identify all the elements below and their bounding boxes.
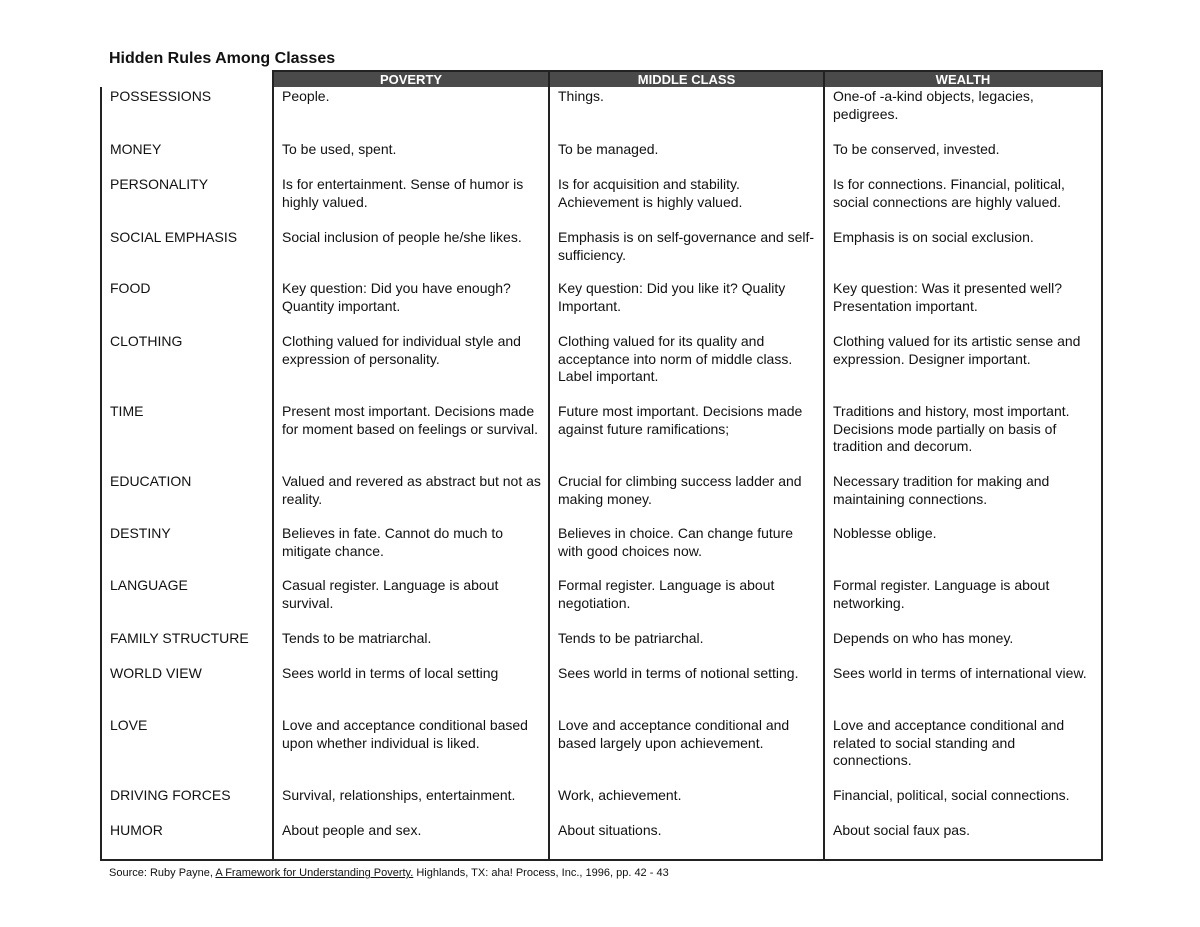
row-label: WORLD VIEW [101, 663, 273, 715]
row-label: FOOD [101, 278, 273, 331]
cell-wealth: Financial, political, social connections. [824, 785, 1102, 820]
table-row [101, 401, 1102, 471]
cell-middle-class: Tends to be patriarchal. [549, 628, 824, 663]
cell-wealth: Clothing valued for its artistic sense and expression. Designer important. [824, 331, 1102, 401]
cell-poverty: About people and sex. [273, 820, 549, 860]
cell-poverty: To be used, spent. [273, 139, 549, 174]
cell-poverty: Clothing valued for individual style and expression of personality. [273, 331, 549, 401]
row-label: FAMILY STRUCTURE [101, 628, 273, 663]
table-row [101, 139, 1102, 174]
cell-poverty: People. [273, 87, 549, 139]
cell-middle-class: Things. [549, 87, 824, 139]
cell-middle-class: Clothing valued for its quality and acceptance into norm of middle class. Label important. [549, 331, 824, 401]
cell-middle-class: Work, achievement. [549, 785, 824, 820]
cell-middle-class: Future most important. Decisions made against future ramifications; [549, 401, 824, 471]
cell-wealth: Necessary tradition for making and maintaining connections. [824, 471, 1102, 523]
cell-wealth: Sees world in terms of international view. [824, 663, 1102, 715]
cell-wealth: Depends on who has money. [824, 628, 1102, 663]
cell-poverty: Tends to be matriarchal. [273, 628, 549, 663]
row-label: TIME [101, 401, 273, 471]
source-suffix: Highlands, TX: aha! Process, Inc., 1996, pp. 42 - 43 [413, 867, 669, 879]
cell-middle-class: Believes in choice. Can change future with good choices now. [549, 523, 824, 575]
row-label: DRIVING FORCES [101, 785, 273, 820]
source-citation [109, 867, 669, 879]
cell-wealth: One-of -a-kind objects, legacies, pedigrees. [824, 87, 1102, 139]
cell-middle-class: Love and acceptance conditional and based largely upon achievement. [549, 715, 824, 785]
cell-poverty: Sees world in terms of local setting [273, 663, 549, 715]
table-row [101, 663, 1102, 715]
row-label: DESTINY [101, 523, 273, 575]
table-body [101, 87, 1102, 860]
header-blank [101, 71, 273, 87]
table-row [101, 174, 1102, 227]
cell-middle-class: About situations. [549, 820, 824, 860]
table-row [101, 523, 1102, 575]
cell-poverty: Love and acceptance conditional based upon whether individual is liked. [273, 715, 549, 785]
row-label: MONEY [101, 139, 273, 174]
cell-middle-class: Sees world in terms of notional setting. [549, 663, 824, 715]
hidden-rules-table [100, 70, 1103, 861]
header-poverty: POVERTY [273, 71, 549, 87]
table-row [101, 227, 1102, 278]
cell-wealth: To be conserved, invested. [824, 139, 1102, 174]
table-row [101, 785, 1102, 820]
cell-poverty: Casual register. Language is about survival. [273, 575, 549, 628]
cell-middle-class: Emphasis is on self-governance and self-sufficiency. [549, 227, 824, 278]
row-label: HUMOR [101, 820, 273, 860]
header-middle-class: MIDDLE CLASS [549, 71, 824, 87]
row-label: SOCIAL EMPHASIS [101, 227, 273, 278]
cell-wealth: Traditions and history, most important. Decisions mode partially on basis of tradition and decorum. [824, 401, 1102, 471]
table-row [101, 331, 1102, 401]
cell-wealth: Noblesse oblige. [824, 523, 1102, 575]
cell-middle-class: Crucial for climbing success ladder and making money. [549, 471, 824, 523]
header-row [101, 71, 1102, 87]
table-row [101, 575, 1102, 628]
table-row [101, 471, 1102, 523]
cell-poverty: Key question: Did you have enough? Quantity important. [273, 278, 549, 331]
table-row [101, 87, 1102, 139]
table-row [101, 820, 1102, 860]
source-book-title: A Framework for Understanding Poverty. [215, 867, 414, 879]
cell-poverty: Is for entertainment. Sense of humor is highly valued. [273, 174, 549, 227]
cell-wealth: Is for connections. Financial, political, social connections are highly valued. [824, 174, 1102, 227]
row-label: LOVE [101, 715, 273, 785]
cell-middle-class: Is for acquisition and stability. Achievement is highly valued. [549, 174, 824, 227]
cell-middle-class: Key question: Did you like it? Quality Important. [549, 278, 824, 331]
row-label: EDUCATION [101, 471, 273, 523]
cell-wealth: Emphasis is on social exclusion. [824, 227, 1102, 278]
row-label: PERSONALITY [101, 174, 273, 227]
header-wealth: WEALTH [824, 71, 1102, 87]
cell-wealth: Key question: Was it presented well? Presentation important. [824, 278, 1102, 331]
cell-poverty: Present most important. Decisions made for moment based on feelings or survival. [273, 401, 549, 471]
cell-wealth: About social faux pas. [824, 820, 1102, 860]
cell-wealth: Formal register. Language is about networking. [824, 575, 1102, 628]
table-row [101, 715, 1102, 785]
cell-poverty: Social inclusion of people he/she likes. [273, 227, 549, 278]
table-row [101, 278, 1102, 331]
cell-middle-class: To be managed. [549, 139, 824, 174]
row-label: CLOTHING [101, 331, 273, 401]
cell-poverty: Believes in fate. Cannot do much to mitigate chance. [273, 523, 549, 575]
table-row [101, 628, 1102, 663]
cell-poverty: Survival, relationships, entertainment. [273, 785, 549, 820]
cell-middle-class: Formal register. Language is about negotiation. [549, 575, 824, 628]
row-label: LANGUAGE [101, 575, 273, 628]
source-prefix: Source: Ruby Payne, [109, 867, 216, 879]
cell-wealth: Love and acceptance conditional and related to social standing and connections. [824, 715, 1102, 785]
row-label: POSSESSIONS [101, 87, 273, 139]
cell-poverty: Valued and revered as abstract but not as reality. [273, 471, 549, 523]
page-title: Hidden Rules Among Classes [109, 50, 336, 67]
